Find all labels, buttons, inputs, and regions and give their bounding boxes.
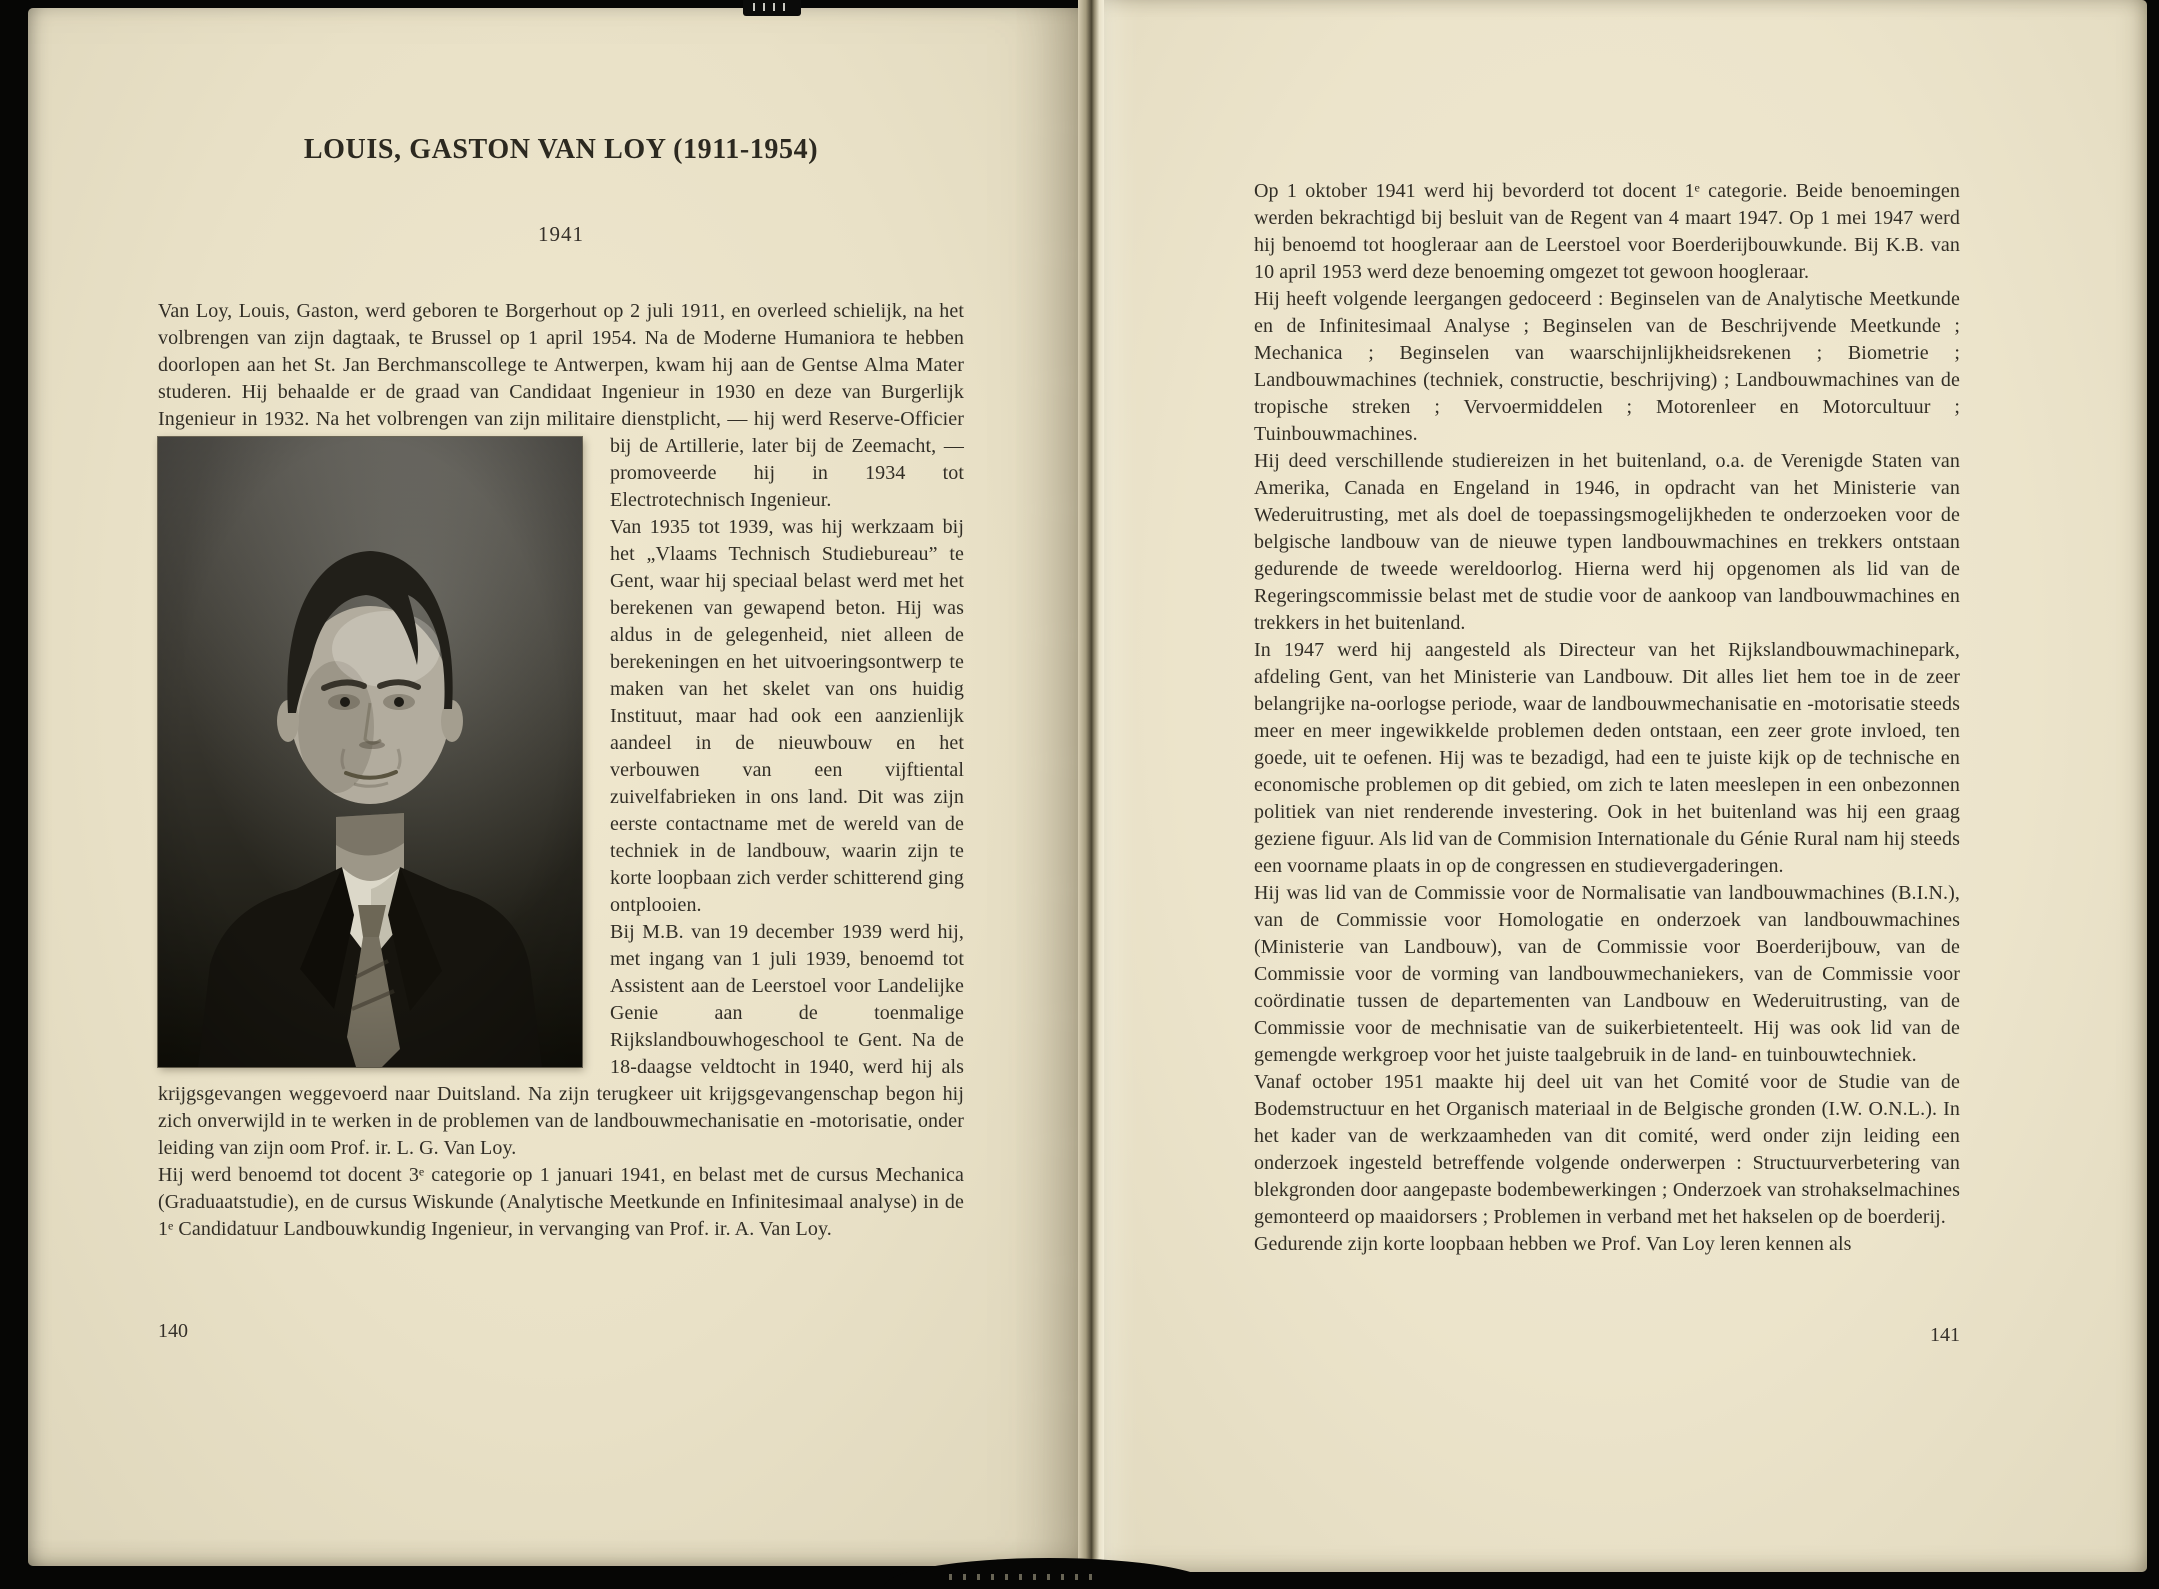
left-page-content [158,8,964,1243]
right-page-content [1254,0,1960,1258]
page-number-right: 141 [1930,1324,1960,1346]
paragraph: Vanaf october 1951 maakte hij deel uit van het Comité voor de Studie van de Bodemstructuur en het Organisch materiaal in de Belgische gronden (I.W. O.N.L.). In het kader van de werkzaamheden van dit comité, werd onder zijn leiding een onderzoek ingesteld betreffende volgende onderwerpen : Structuurverbetering van blekgronden door aangepaste bodembewerkingen ; Onderzoek van strohakselmachines gemonteerd op maaidorsers ; Problemen in verband met het hakselen op de boerderij. [1254,1071,1960,1228]
paragraph: In 1947 werd hij aangesteld als Directeur van het Rijkslandbouwmachinepark, afdeling Gent, van het Ministerie van Landbouw. Dit alles liet hem toe in de zeer belangrijke na-oorlogse periode, waar de landbouwmechanisatie en -motorisatie steeds meer en meer ingewikkelde problemen deden ontstaan, een zeer grote invloed, ten goede, uit te oefenen. Hij was te bezadigd, had een te juiste kijk op de technische en economische problemen op dit gebied, om zich te laten meeslepen in een onbezonnen politiek van niet renderende investering. Ook in het buitenland was hij een graag geziene figuur. Als lid van de Commision Internationale du Génie Rural nam hij steeds een voorname plaats in op de congressen en studievergaderingen. [1254,639,1960,877]
paragraph [158,298,964,514]
year-heading: 1941 [538,222,584,246]
left-page [28,8,1078,1566]
paragraph: Hij deed verschillende studiereizen in het buitenland, o.a. de Verenigde Staten van Amerika, Canada en Engeland in 1946, in opdracht van het Ministerie van Wederuitrusting, met als doel de toepassingsmogelijkheden te onderzoeken voor de belgische landbouw van de nieuwe typen landbouwmachines en trekkers ontstaan gedurende de tweede wereldoorlog. Hierna werd hij opgenomen als lid van de Regeringscommissie belast met de studie voor de aankoop van landbouwmachines en trekkers in het buitenland. [1254,450,1960,634]
paragraph-wrap-continuation: werd Reserve-Officier bij de Artillerie, later bij de Zeemacht, — promoveerde hij in 1934 tot Electrotechnisch Ingenieur. [610,408,964,511]
paragraph: Op 1 oktober 1941 werd hij bevorderd tot docent 1ᵉ categorie. Beide benoemingen werden bekrachtigd bij besluit van de Regent van 4 maart 1947. Op 1 mei 1947 werd hij benoemd tot hoogleraar aan de Leerstoel voor Boerderijbouwkunde. Bij K.B. van 10 april 1953 werd deze benoeming omgezet tot gewoon hoogleraar. [1254,180,1960,283]
man-portrait-graphic [158,437,582,1067]
paragraph: Gedurende zijn korte loopbaan hebben we Prof. Van Loy leren kennen als [1254,1233,1852,1255]
right-page [1104,0,2147,1572]
paragraph: Van 1935 tot 1939, was hij werkzaam bij het „Vlaams Technisch Studiebureau” te Gent, waar hij speciaal belast werd met het berekenen van gewapend beton. Hij was aldus in de gelegenheid, niet alleen de berekeningen en het uitvoeringsontwerp te maken van het skelet van ons huidig Instituut, maar had ook een aanzienlijk aandeel in de nieuwbouw en het verbouwen van een vijftiental zuivelfabrieken in ons land. Dit was zijn eerste contactname met de wereld van de techniek in de landbouw, waarin zijn te korte loopbaan zich verder schitterend ging ontplooien. [610,516,964,916]
paragraph: Hij was lid van de Commissie voor de Normalisatie van landbouwmachines (B.I.N.), van de Commissie voor Homologatie en onderzoek van landbouwmachines (Ministerie van Landbouw), van de Commissie voor Boerderijbouw, van de Commissie voor de vorming van landbouwmechaniekers, van de Commissie voor coördinatie tussen de departementen van Landbouw en Wederuitrusting, van de Commissie voor de mechnisatie van de suikerbietenteelt. Hij was ook lid van de gemengde werkgroep voor het juiste taalgebruik in de land- en tuinbouwtechniek. [1254,882,1960,1066]
book-gutter [1078,0,1104,1572]
biography-text [158,298,964,1243]
paragraph-intro: Van Loy, Louis, Gaston, werd geboren te Borgerhout op 2 juli 1911, en overleed schielijk, na het volbrengen van zijn dagtaak, te Brussel op 1 april 1954. Na de Moderne Humaniora te hebben doorlopen aan het St. Jan Berchmanscollege te Antwerpen, kwam hij aan de Gentse Alma Mater studeren. Hij behaalde er de graad van Candidaat Ingenieur in 1930 en deze van Burgerlijk Ingenieur in 1932. Na het volbrengen van zijn militaire dienstplicht, — hij [158,300,964,430]
binding-mark-bottom [935,1571,1145,1585]
paragraph: Bij M.B. van 19 december 1939 werd hij, met ingang van 1 juli 1939, benoemd tot Assistent aan de Leerstoel voor Landelijke Genie aan de toenmalige Rijkslandbouwhogeschool te Gent. Na de 18-daagse veldtocht in 1940, werd hij als krijgsgevangen weggevoerd naar Duitsland. Na zijn terugkeer uit krijgsgevangenschap begon hij zich onverwijld in te werken in de problemen van de landbouwmechanisatie en -motorisatie, onder leiding van zijn oom Prof. ir. L. G. Van Loy. [158,921,964,1159]
binding-mark-top [743,0,801,16]
paragraph: Hij heeft volgende leergangen gedoceerd : Beginselen van de Analytische Meetkunde en de Infinitesimaal Analyse ; Beginselen van de Beschrijvende Meetkunde ; Mechanica ; Beginselen van waarschijnlijkheidsrekenen ; Biometrie ; Landbouwmachines (techniek, constructie, beschrijving) ; Landbouwmachines van de tropische streken ; Vervoermiddelen ; Motorenleer en Motorcultuur ; Tuinbouwmachines. [1254,288,1960,445]
page-number-left: 140 [158,1320,188,1342]
page-title: LOUIS, GASTON VAN LOY (1911-1954) [303,134,819,165]
top-margin [1254,0,1960,178]
portrait-photo [158,437,582,1067]
paragraph: Hij werd benoemd tot docent 3ᵉ categorie op 1 januari 1941, en belast met de cursus Mechanica (Graduaatstudie), en de cursus Wiskunde (Analytische Meetkunde en Infinitesimaal analyse) in de 1ᵉ Candidatuur Landbouwkundig Ingenieur, in vervanging van Prof. ir. A. Van Loy. [158,1164,964,1240]
